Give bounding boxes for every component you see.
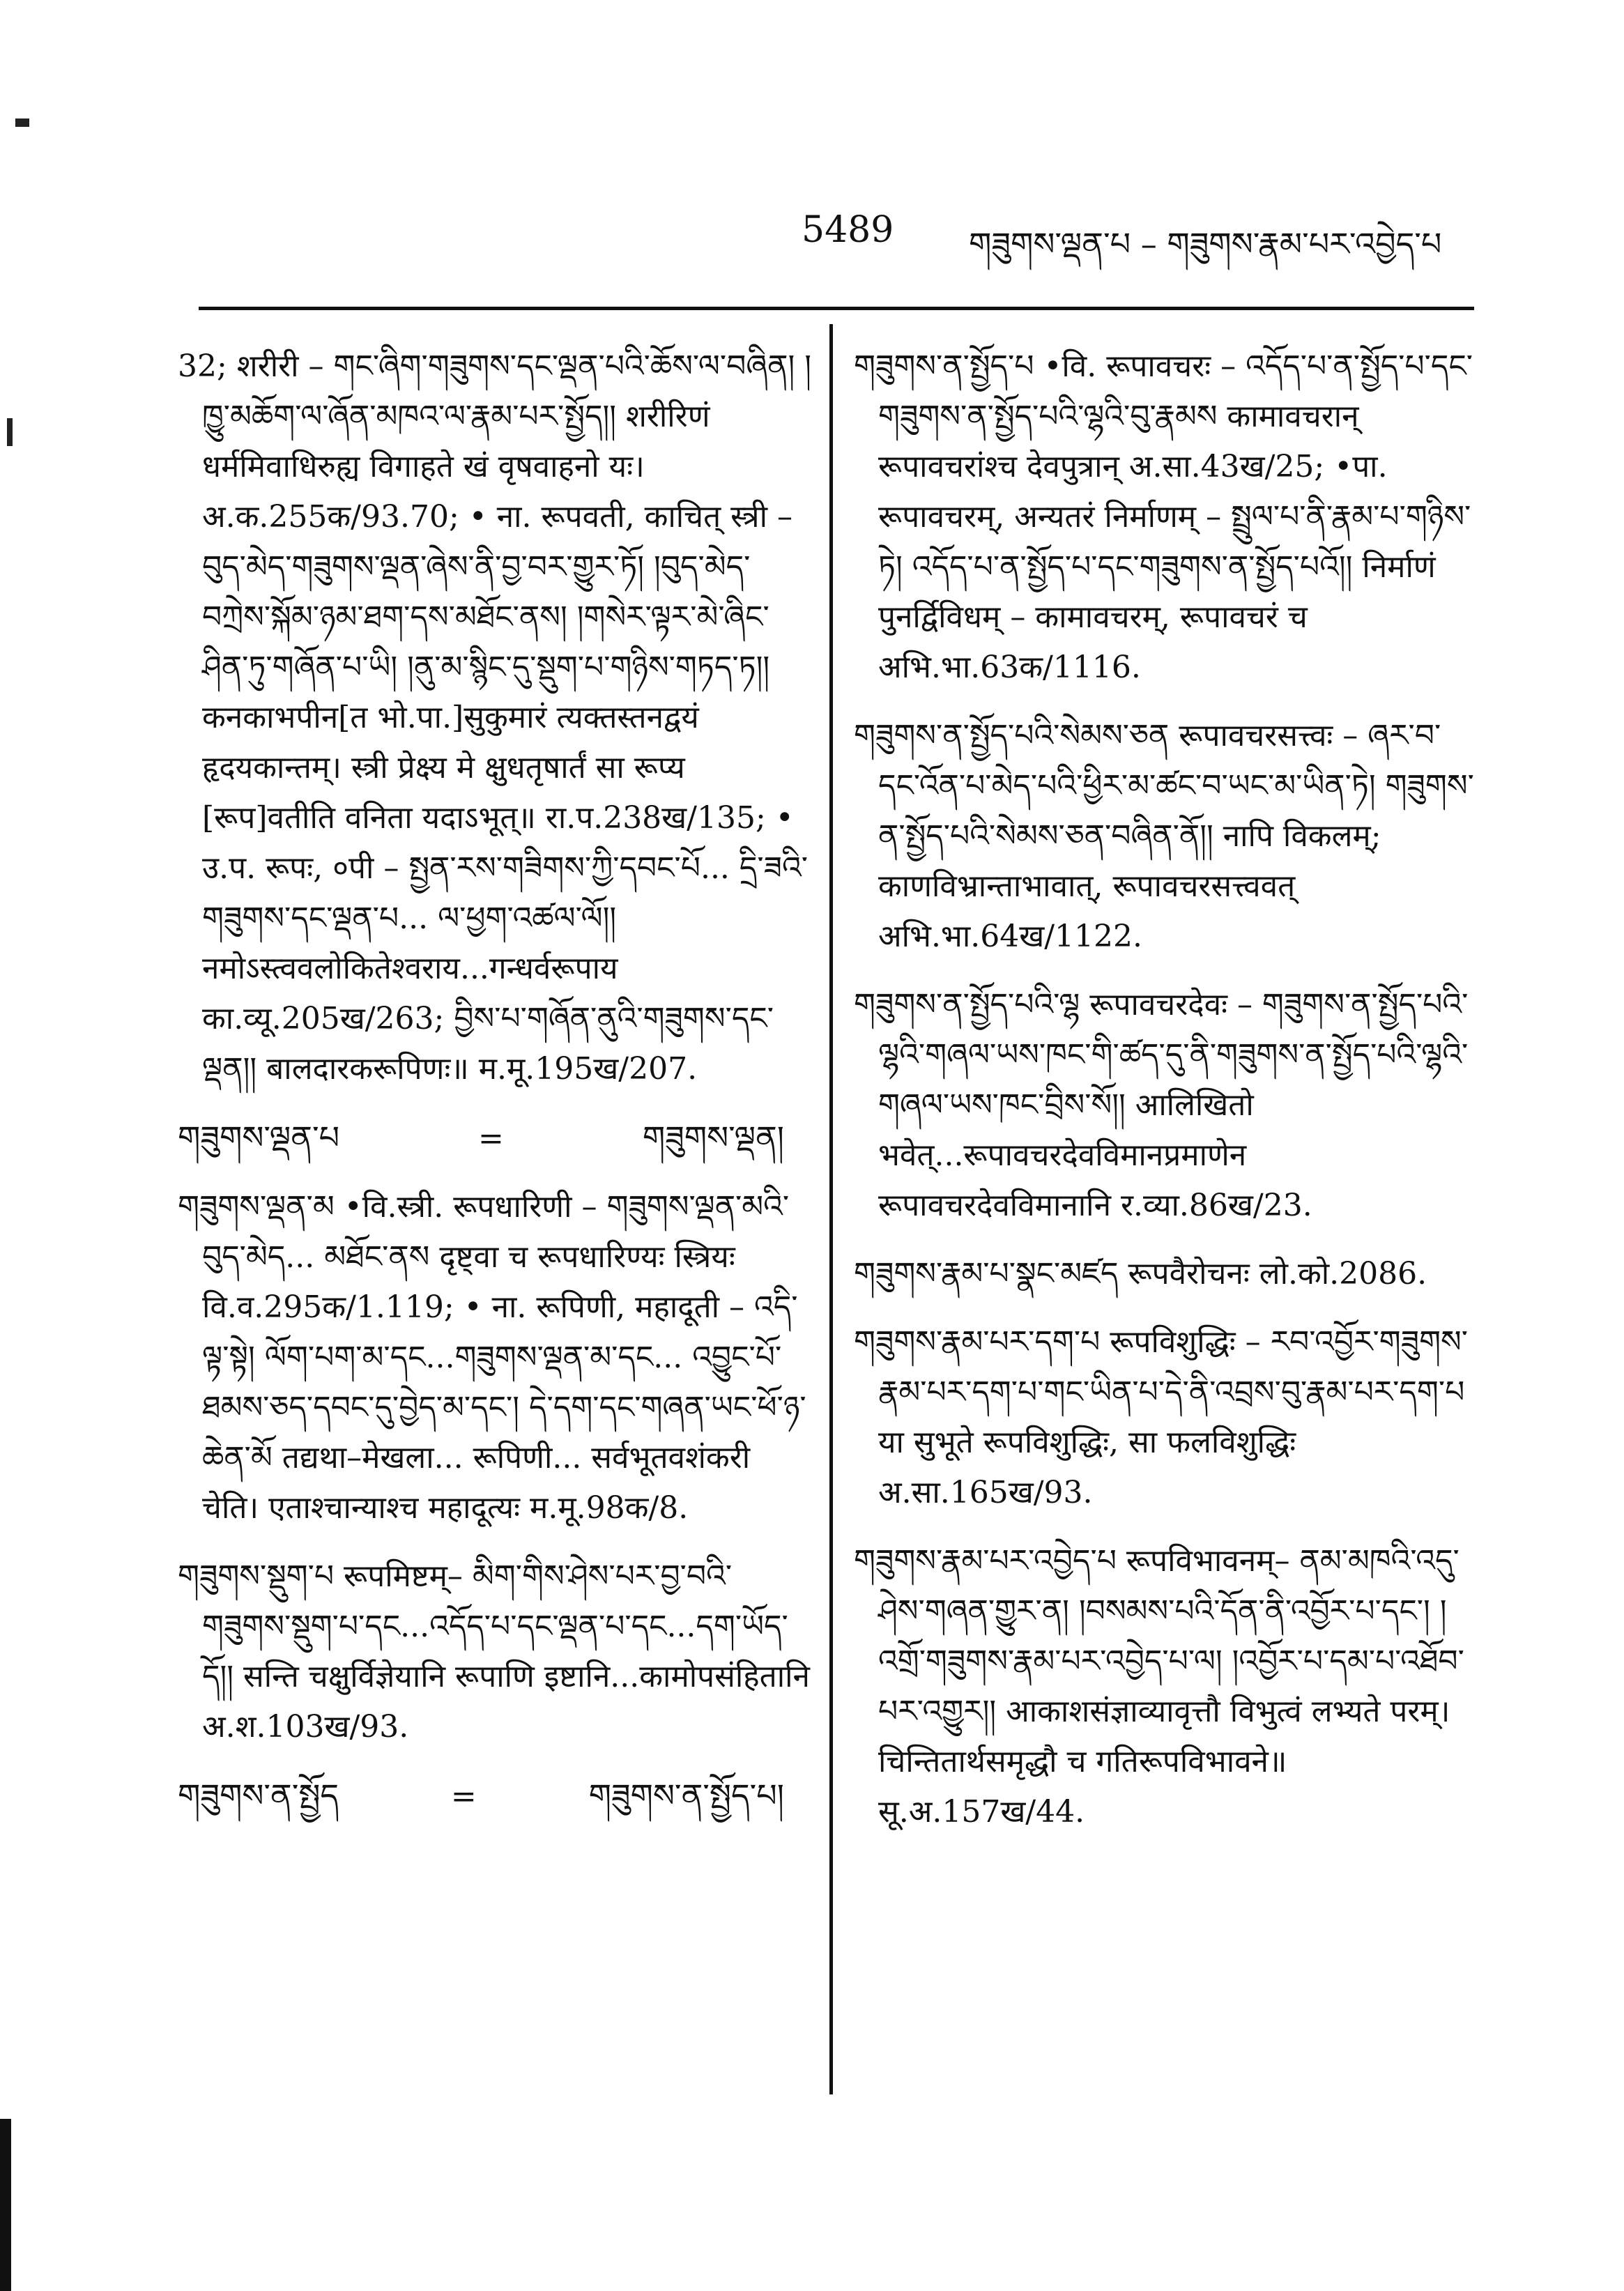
dictionary-entry [854, 1249, 1481, 1299]
entry-text: གཟུགས་ན་སྤྱོད་པའི་ལྷ रूपावचरदेवः – གཟུགས་ན་སྤྱོད་པའི་ལྷའི་གཞལ་ཡས་ཁང་གི་ཚད་དུ་ནི་གཟུགས་ན་སྤྱོད་པའི་ལྷའི་གཞལ་ཡས་ཁང་བྲིས་སོ།། आलिखितो भवेत्...रूपावचरदेवविमानप्रमाणेन रूपावचरदेवविमानानि र.व्या.86ख/23. [854, 987, 1469, 1223]
margin-mark-middle [7, 418, 13, 446]
dictionary-entry [854, 342, 1481, 693]
xref-equals: = [450, 1779, 477, 1814]
xref-equals: = [478, 1121, 504, 1156]
dictionary-entry [178, 1182, 812, 1533]
dictionary-entry [854, 980, 1481, 1231]
xref-target: གཟུགས་ལྡན། [642, 1119, 784, 1156]
cross-reference [178, 1112, 812, 1164]
running-head: གཟུགས་ལྡན་པ – གཟུགས་རྣམ་པར་འབྱེད་པ [969, 225, 1442, 263]
dictionary-entry [178, 1551, 812, 1752]
dictionary-entry [854, 711, 1481, 962]
entry-text: 32; शरीरी – གང་ཞིག་གཟུགས་དང་ལྡན་པའི་ཆོས་ལ་བཞིན། །ཁྱུ་མཆོག་ལ་ཞོན་མཁའ་ལ་རྣམ་པར་སྤྱོད།། शरीरिणं धर्ममिवाधिरुह्य विगाहते खं वृषवाहनो यः। अ.क.255क/93.70; • ना. रूपवती, काचित् स्त्री – བུད་མེད་གཟུགས་ལྡན་ཞེས་ནི་བྱ་བར་གྱུར་ཏོ། །བུད་མེད་བཀྲེས་སྐོམ་ཉམ་ཐག་དས་མཐོང་ནས། །གསེར་ལྟར་མེ་ཞིང་ཤིན་ཏུ་གཞོན་པ་ཡི། །ནུ་མ་སྙིང་དུ་སྡུག་པ་གཉིས་གཏད་ཏ།། कनकाभपीन[त भो.पा.]सुकुमारं त्यक्तस्तनद्वयं हृदयकान्तम्। स्त्री प्रेक्ष्य मे क्षुधतृषार्तं सा रूप्य [रूप]वतीति वनिता यदाऽभूत्॥ रा.प.238ख/135; • उ.प. रूपः, ०पी – སྤྱན་རས་གཟིགས་ཀྱི་དབང་པོ... དྲི་ཟའི་གཟུགས་དང་ལྡན་པ... ལ་ཕྱག་འཚལ་ལོ།། नमोऽस्त्ववलोकितेश्वराय...गन्धर्वरूपाय का.व्यू.205ख/263; བྱིས་པ་གཞོན་ནུའི་གཟུགས་དང་ལྡན།། बालदारकरूपिणः॥ म.मू.195ख/207. [178, 348, 811, 1087]
binding-edge [0, 2119, 11, 2291]
entry-text: གཟུགས་རྣམ་པ་སྣང་མཛད रूपवैरोचनः लो.को.2086. [854, 1256, 1427, 1292]
header-rule [199, 307, 1474, 310]
xref-target: གཟུགས་ན་སྤྱོད་པ། [588, 1777, 784, 1814]
entry-text: གཟུགས་ན་སྤྱོད་པ •वि. रूपावचरः – འདོད་པ་ན་སྤྱོད་པ་དང་གཟུགས་ན་སྤྱོད་པའི་ལྷའི་བུ་རྣམས कामावचरान् रूपावचरांश्च देवपुत्रान् अ.सा.43ख/25; •पा. रूपावचरम्, अन्यतरं निर्माणम् – སྤྲུལ་པ་ནི་རྣམ་པ་གཉིས་ཏེ། འདོད་པ་ན་སྤྱོད་པ་དང་གཟུགས་ན་སྤྱོད་པའོ།། निर्माणं पुनर्द्विविधम् – कामावचरम्, रूपावचरं च अभि.भा.63क/1116. [854, 348, 1473, 685]
entry-text: གཟུགས་རྣམ་པར་འབྱེད་པ रूपविभावनम्– ནམ་མཁའི་འདུ་ཤེས་གཞན་གྱུར་ན། །བསམས་པའི་དོན་ནི་འབྱོར་པ་དང་། །འགྲོ་གཟུགས་རྣམ་པར་འབྱེད་པ་ལ། །འབྱོར་པ་དམ་པ་འཐོབ་པར་འགྱུར།། आकाशसंज्ञाव्यावृत्तौ विभुत्वं लभ्यते परम्। चिन्तितार्थसमृद्धौ च गतिरूपविभावने॥ सू.अ.157ख/44. [854, 1543, 1464, 1830]
entry-text: གཟུགས་ན་སྤྱོད་པའི་སེམས་ཅན रूपावचरसत्त्वः – ཞར་བ་དང་འོན་པ་མེད་པའི་ཕྱིར་མ་ཚང་བ་ཡང་མ་ཡིན་ཏེ། གཟུགས་ན་སྤྱོད་པའི་སེམས་ཅན་བཞིན་ནོ།། नापि विकलम्; काणविभ्रान्ताभावात्, रूपावचरसत्त्ववत् अभि.भा.64ख/1122. [854, 718, 1474, 954]
dictionary-entry [854, 1536, 1481, 1837]
entry-text: གཟུགས་ལྡན་མ •वि.स्त्री. रूपधारिणी – གཟུགས་ལྡན་མའི་བུད་མེད... མཐོང་ནས दृष्ट्वा च रूपधारिण्यः स्त्रियः वि.व.295क/1.119; • ना. रूपिणी, महादूती – འདི་ལྟ་སྟེ། ལོག་པག་མ་དང...གཟུགས་ལྡན་མ་དང... འབྱུང་པོ་ཐམས་ཅད་དབང་དུ་བྱེད་མ་དང་། དེ་དག་དང་གཞན་ཡང་ཕོ་ཉ་ཆེན་མོ तद्यथा–मेखला... रूपिणी... सर्वभूतवशंकरी चेति। एताश्चान्याश्च महादूत्यः म.मू.98क/8. [178, 1189, 806, 1526]
xref-headword: གཟུགས་ན་སྤྱོད [178, 1777, 339, 1814]
xref-headword: གཟུགས་ལྡན་པ [178, 1119, 340, 1156]
cross-reference [178, 1770, 812, 1822]
dictionary-entry [178, 342, 812, 1094]
left-column [178, 342, 812, 1840]
dictionary-entry [854, 1317, 1481, 1518]
right-column [854, 342, 1481, 1855]
page-number: 5489 [802, 209, 894, 251]
column-divider [829, 324, 833, 2094]
entry-text: གཟུགས་སྡུག་པ रूपमिष्टम्– མིག་གིས་ཤེས་པར་བྱ་བའི་གཟུགས་སྡུག་པ་དང...འདོད་པ་དང་ལྡན་པ་དང...དག་ཡོད་དོ།། सन्ति चक्षुर्विज्ञेयानि रूपाणि इष्टानि...कामोपसंहितानि अ.श.103ख/93. [178, 1558, 810, 1745]
entry-text: གཟུགས་རྣམ་པར་དག་པ रूपविशुद्धिः – རབ་འབྱོར་གཟུགས་རྣམ་པར་དག་པ་གང་ཡིན་པ་དེ་ནི་འབྲས་བུ་རྣམ་པར་དག་པ या सुभूते रूपविशुद्धिः, सा फलविशुद्धिः अ.सा.165ख/93. [854, 1324, 1468, 1510]
margin-mark-top [15, 118, 29, 127]
